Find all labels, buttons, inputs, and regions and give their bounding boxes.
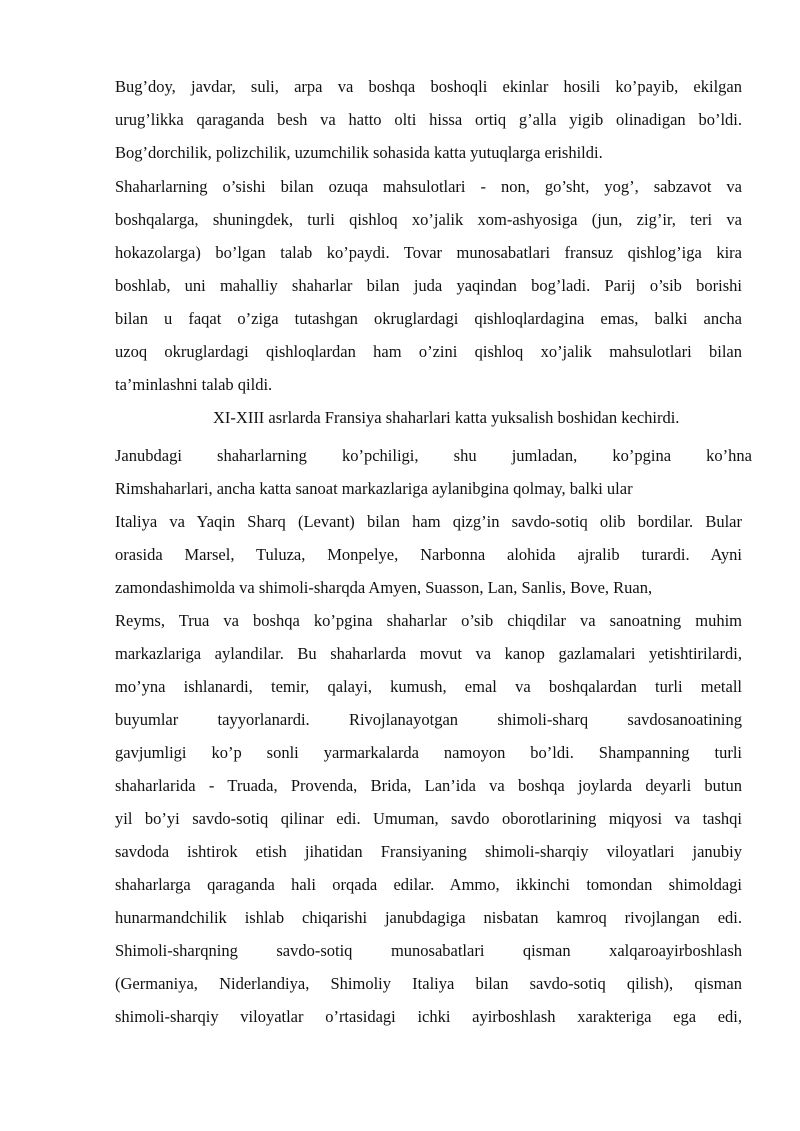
- text-line: mo’yna ishlanardi, temir, qalayi, kumush, emal va boshqalardan turli metall: [115, 677, 742, 696]
- text-line: gavjumligi ko’p sonli yarmarkalarda namoyon bo’ldi. Shampanning turli: [115, 743, 742, 762]
- text-line: Shaharlarning o’sishi bilan ozuqa mahsulotlari - non, go’sht, yog’, sabzavot va: [115, 177, 742, 196]
- text-line: shaharlarida - Truada, Provenda, Brida, Lan’ida va boshqa joylarda deyarli butun: [115, 776, 742, 795]
- text-line: yil bo’yi savdo-sotiq qilinar edi. Umuman, savdo oborotlarining miqyosi va tashqi: [115, 809, 742, 828]
- text-line: hunarmandchilik ishlab chiqarishi janubdagiga nisbatan kamroq rivojlangan edi.: [115, 908, 742, 927]
- text-line: Reyms, Trua va boshqa ko’pgina shaharlar o’sib chiqdilar va sanoatning muhim: [115, 611, 742, 630]
- text-line: markazlariga aylandilar. Bu shaharlarda movut va kanop gazlamalari yetishtirilardi,: [115, 644, 742, 663]
- text-line: buyumlar tayyorlanardi. Rivojlanayotgan shimoli-sharq savdosanoatining: [115, 710, 742, 729]
- text-line: shaharlarga qaraganda hali orqada edilar. Ammo, ikkinchi tomondan shimoldagi: [115, 875, 742, 894]
- text-line: uzoq okruglardagi qishloqlardan ham o’zini qishloq xo’jalik mahsulotlari bilan: [115, 342, 742, 361]
- text-line: hokazolarga) bo’lgan talab ko’paydi. Tovar munosabatlari fransuz qishlog’iga kira: [115, 243, 742, 262]
- text-line: (Germaniya, Niderlandiya, Shimoliy Italiya bilan savdo-sotiq qilish), qisman: [115, 974, 742, 993]
- text-line: urug’likka qaraganda besh va hatto olti hissa ortiq g’alla yigib olinadigan bo’ldi.: [115, 110, 742, 129]
- text-line: Rimshaharlari, ancha katta sanoat markazlariga aylanibgina qolmay, balki ular: [115, 479, 633, 498]
- paragraph-heading-line: XI-XIII asrlarda Fransiya shaharlari katta yuksalish boshidan kechirdi.: [213, 408, 680, 427]
- text-line: boshlab, uni mahalliy shaharlar bilan juda yaqindan bog’ladi. Parij o’sib borishi: [115, 276, 742, 295]
- text-line: savdoda ishtirok etish jihatidan Fransiyaning shimoli-sharqiy viloyatlari janubiy: [115, 842, 742, 861]
- text-line: orasida Marsel, Tuluza, Monpelye, Narbonna alohida ajralib turardi. Ayni: [115, 545, 742, 564]
- text-line: bilan u faqat o’ziga tutashgan okruglardagi qishloqlardagina emas, balki ancha: [115, 309, 742, 328]
- text-line: boshqalarga, shuningdek, turli qishloq xo’jalik xom-ashyosiga (jun, zig’ir, teri va: [115, 210, 742, 229]
- text-line: Bog’dorchilik, polizchilik, uzumchilik sohasida katta yutuqlarga erishildi.: [115, 143, 603, 162]
- text-line: Janubdagi shaharlarning ko’pchiligi, shu jumladan, ko’pgina ko’hna: [115, 446, 752, 465]
- text-line: ta’minlashni talab qildi.: [115, 375, 273, 394]
- text-line: zamondashimolda va shimoli-sharqda Amyen, Suasson, Lan, Sanlis, Bove, Ruan,: [115, 578, 653, 597]
- text-line: Bug’doy, javdar, suli, arpa va boshqa boshoqli ekinlar hosili ko’payib, ekilgan: [115, 77, 742, 96]
- text-line: Italiya va Yaqin Sharq (Levant) bilan ham qizg’in savdo-sotiq olib bordilar. Bular: [115, 512, 742, 531]
- text-line: shimoli-sharqiy viloyatlar o’rtasidagi ichki ayirboshlash xarakteriga ega edi,: [115, 1007, 742, 1026]
- text-line: Shimoli-sharqning savdo-sotiq munosabatlari qisman xalqaroayirboshlash: [115, 941, 742, 960]
